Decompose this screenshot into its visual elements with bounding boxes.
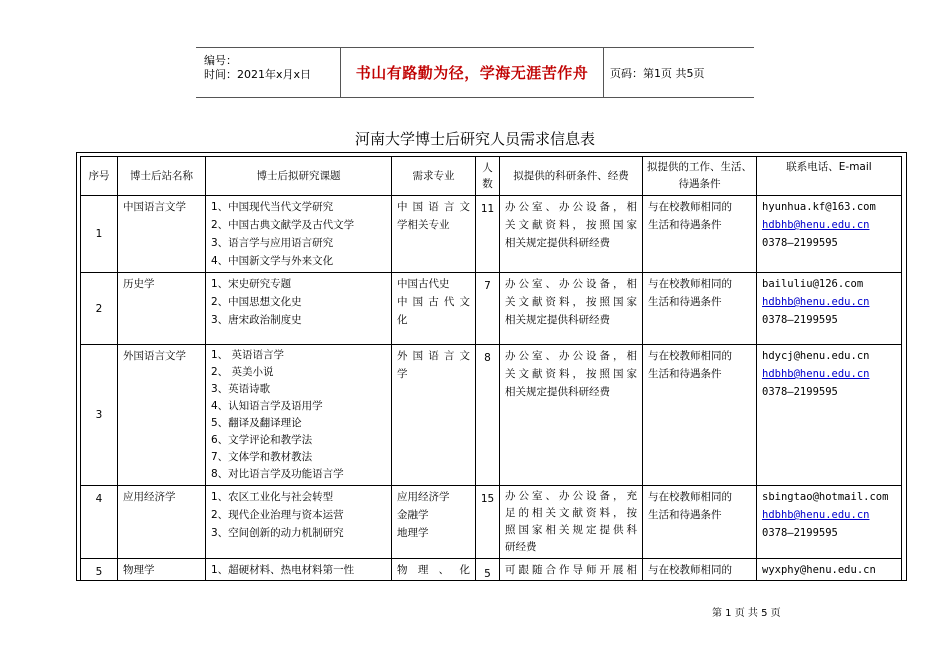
living-cell [643, 345, 757, 486]
major-line: 学 [397, 368, 408, 380]
research-line: 办公室、办公设备，相 [505, 350, 637, 362]
station-name: 中国语言文学 [118, 196, 206, 273]
major-line: 物 理 、 化 [397, 564, 470, 576]
table-row [81, 273, 902, 345]
contact-email[interactable]: wyxphy@henu.edu.cn [762, 564, 876, 576]
headcount: 5 [476, 559, 500, 582]
contact-email[interactable]: bailuliu@126.com [762, 278, 864, 290]
headcount: 7 [476, 273, 500, 345]
topic-item: 2、中国古典文献学及古代文学 [211, 219, 355, 231]
number-label: 编号： [204, 54, 237, 67]
research-line: 办公室、办公设备，相 [505, 278, 637, 290]
living-line: 与在校教师相同的 [648, 350, 732, 362]
row-number: 4 [81, 486, 118, 559]
column-header-topics: 博士后拟研究课题 [206, 157, 392, 196]
major-line: 中国语言文 [397, 201, 470, 213]
table-row [81, 559, 902, 582]
major-line: 中国古代史 [397, 278, 450, 290]
major-cell [392, 345, 476, 486]
major-line: 外国语言文 [397, 350, 470, 362]
topic-item: 5、翻译及翻译理论 [211, 417, 302, 429]
contact-email-link[interactable]: hdbhb@henu.edu.cn [762, 509, 870, 521]
research-cell [500, 486, 643, 559]
major-line: 中国古代文 [397, 296, 470, 308]
contact-phone: 0378—2199595 [762, 527, 838, 539]
topic-item: 4、中国新文学与外来文化 [211, 255, 334, 267]
topic-item: 3、英语诗歌 [211, 383, 271, 395]
research-line: 关文献资料，按照国家 [505, 368, 637, 380]
topic-item: 3、唐宋政治制度史 [211, 314, 302, 326]
contact-email-link[interactable]: hdbhb@henu.edu.cn [762, 219, 870, 231]
contact-email[interactable]: sbingtao@hotmail.com [762, 491, 889, 503]
living-line: 与在校教师相同的 [648, 278, 732, 290]
headcount: 11 [476, 196, 500, 273]
headcount: 8 [476, 345, 500, 486]
living-line: 生活和待遇条件 [648, 509, 722, 521]
row-number: 2 [81, 273, 118, 345]
research-line: 关文献资料，按照国家 [505, 296, 637, 308]
research-line: 办公室、办公设备，相 [505, 201, 637, 213]
table-row [81, 345, 902, 486]
contact-phone: 0378—2199595 [762, 314, 838, 326]
column-header-living: 拟提供的工作、生活、待遇条件 [643, 157, 757, 196]
living-cell [643, 196, 757, 273]
topic-item: 1、中国现代当代文学研究 [211, 201, 334, 213]
station-name: 历史学 [118, 273, 206, 345]
header-motto-cell [341, 48, 604, 97]
topic-item: 2、现代企业治理与资本运营 [211, 509, 344, 521]
research-line: 可跟随合作导师开展相 [505, 564, 637, 576]
topic-item: 1、 英语语言学 [211, 349, 285, 361]
research-line: 照国家相关规定提供科 [505, 524, 637, 536]
research-line: 相关规定提供科研经费 [505, 314, 610, 326]
research-cell [500, 559, 643, 582]
research-line: 关文献资料，按照国家 [505, 219, 637, 231]
row-number: 3 [81, 345, 118, 486]
page-label: 页码：第1页 共5页 [610, 66, 705, 80]
research-cell [500, 196, 643, 273]
contact-email-link[interactable]: hdbhb@henu.edu.cn [762, 296, 870, 308]
research-line: 足的相关文献资料，按 [505, 507, 637, 519]
station-name: 应用经济学 [118, 486, 206, 559]
station-name: 物理学 [118, 559, 206, 582]
row-number: 1 [81, 196, 118, 273]
topic-item: 1、宋史研究专题 [211, 278, 292, 290]
column-header-contact: 联系电话、E-mail [757, 157, 902, 196]
contact-phone: 0378—2199595 [762, 386, 838, 398]
column-header-count: 人数 [476, 157, 500, 196]
topic-item: 4、认知语言学及语用学 [211, 400, 323, 412]
major-line: 化 [397, 314, 408, 326]
topics-cell [206, 196, 392, 273]
page-footer: 第 1 页 共 5 页 [712, 608, 781, 619]
contact-email[interactable]: hyunhua.kf@163.com [762, 201, 876, 213]
topic-item: 3、空间创新的动力机制研究 [211, 527, 344, 539]
header-meta-cell [196, 48, 341, 97]
contact-email[interactable]: hdycj@henu.edu.cn [762, 350, 870, 362]
living-line: 与在校教师相同的 [648, 201, 732, 213]
topic-item: 7、文体学和教材教法 [211, 451, 313, 463]
table-row [81, 196, 902, 273]
research-line: 相关规定提供科研经费 [505, 386, 610, 398]
major-line: 地理学 [397, 527, 429, 539]
station-name: 外国语言文学 [118, 345, 206, 486]
research-cell [500, 345, 643, 486]
contact-cell [757, 345, 902, 486]
major-cell [392, 273, 476, 345]
topic-item: 2、 英美小说 [211, 366, 274, 378]
topic-item: 1、农区工业化与社会转型 [211, 491, 334, 503]
table-frame [76, 152, 907, 581]
living-line: 生活和待遇条件 [648, 368, 722, 380]
requirements-table [80, 156, 902, 581]
major-line: 应用经济学 [397, 491, 450, 503]
contact-cell [757, 559, 902, 582]
motto-text: 书山有路勤为径，学海无涯苦作舟 [355, 64, 589, 82]
topic-item: 1、超硬材料、热电材料第一性 [211, 564, 355, 576]
document-title: 河南大学博士后研究人员需求信息表 [354, 130, 595, 148]
topic-item: 6、文学评论和教学法 [211, 434, 313, 446]
column-header-station: 博士后站名称 [118, 157, 206, 196]
column-header-no: 序号 [81, 157, 118, 196]
research-line: 研经费 [505, 541, 537, 553]
living-line: 与在校教师相同的 [648, 564, 732, 576]
topic-item: 2、中国思想文化史 [211, 296, 302, 308]
major-cell [392, 559, 476, 582]
living-line: 与在校教师相同的 [648, 491, 732, 503]
living-cell [643, 273, 757, 345]
header-page-cell [604, 48, 760, 97]
topics-cell [206, 345, 392, 486]
table-header-row [81, 157, 902, 196]
living-line: 生活和待遇条件 [648, 296, 722, 308]
contact-cell [757, 486, 902, 559]
column-header-research: 拟提供的科研条件、经费 [500, 157, 643, 196]
contact-phone: 0378—2199595 [762, 237, 838, 249]
topics-cell [206, 486, 392, 559]
contact-cell [757, 273, 902, 345]
research-line: 相关规定提供科研经费 [505, 237, 610, 249]
living-line: 生活和待遇条件 [648, 219, 722, 231]
major-cell [392, 196, 476, 273]
major-cell [392, 486, 476, 559]
row-number: 5 [81, 559, 118, 582]
contact-email-link[interactable]: hdbhb@henu.edu.cn [762, 368, 870, 380]
document-header [196, 47, 754, 98]
topic-item: 3、语言学与应用语言研究 [211, 237, 334, 249]
headcount: 15 [476, 486, 500, 559]
research-cell [500, 273, 643, 345]
contact-cell [757, 196, 902, 273]
topics-cell [206, 273, 392, 345]
research-line: 办公室、办公设备，充 [505, 490, 637, 502]
topics-cell [206, 559, 392, 582]
topic-item: 8、对比语言学及功能语言学 [211, 468, 344, 480]
time-label: 时间：2021年x月x日 [204, 68, 312, 81]
table-row [81, 486, 902, 559]
major-line: 学相关专业 [397, 219, 450, 231]
column-header-major: 需求专业 [392, 157, 476, 196]
major-line: 金融学 [397, 509, 429, 521]
living-cell [643, 486, 757, 559]
living-cell [643, 559, 757, 582]
